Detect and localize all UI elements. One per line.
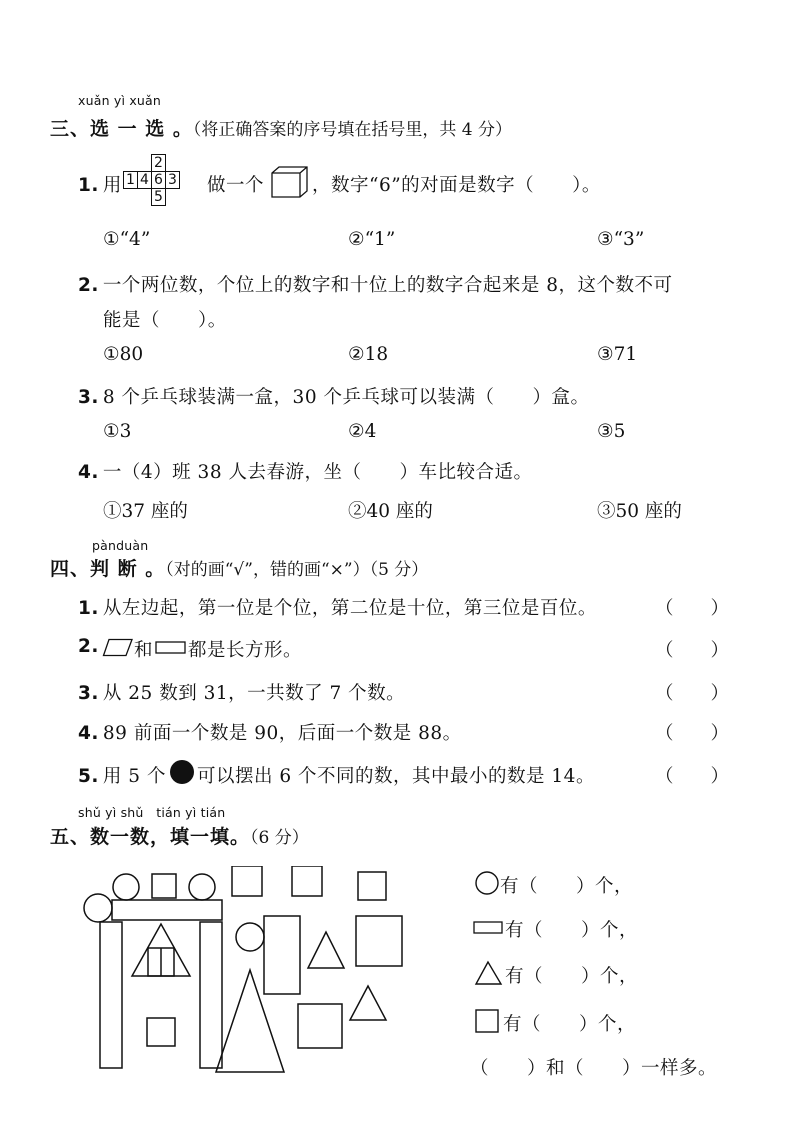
s4-q3-number: 3. <box>78 683 99 704</box>
fill-circle-count[interactable]: 有（ ）个， <box>500 876 634 897</box>
shape-square <box>358 872 386 900</box>
fill-equal-and: 和 <box>546 1058 566 1079</box>
cube-icon <box>270 165 310 199</box>
shape-circle <box>113 874 139 900</box>
s3-q2-option-b: ②18 <box>348 344 389 365</box>
s4-q2-and: 和 <box>134 640 154 661</box>
circle-icon <box>474 870 500 896</box>
fill-equal-blank-2[interactable]: （ ） <box>565 1058 642 1079</box>
s4-q3-text: 从 25 数到 31，一共数了 7 个数。 <box>102 683 406 704</box>
s3-q4-option-c: ③50 座的 <box>597 501 682 522</box>
s3-q1-post: ，数字“6”的对面是数字（ ）。 <box>312 175 601 196</box>
s4-q1-number: 1. <box>78 598 99 619</box>
s4-q4-answer-paren[interactable]: （ ） <box>655 723 730 744</box>
s3-q3 <box>78 383 589 409</box>
s4-q4 <box>78 719 462 745</box>
fill-square-count[interactable]: 有（ ）个， <box>503 1014 637 1035</box>
section4-heading <box>50 554 428 581</box>
s3-q4-text: 一（4）班 38 人去春游，坐（ ）车比较合适。 <box>102 462 533 483</box>
parallelogram-icon <box>102 638 134 658</box>
shape-square <box>232 866 262 896</box>
shape-rectangle <box>200 922 222 1068</box>
filled-circle-icon <box>169 759 195 785</box>
section4-note: （对的画“√”，错的画“×”）（5 分） <box>165 560 429 580</box>
square-icon <box>474 1008 502 1034</box>
s4-q2-number: 2. <box>78 636 99 657</box>
rectangle-icon <box>473 920 505 936</box>
s4-q2 <box>78 636 103 657</box>
shape-triangle <box>216 970 284 1072</box>
s4-q5-text: 可以摆出 6 个不同的数，其中最小的数是 14。 <box>197 766 595 787</box>
net-cell: 3 <box>166 172 180 189</box>
fill-triangle-count[interactable]: 有（ ）个， <box>505 966 639 987</box>
section5-note: （6 分） <box>250 828 309 848</box>
s4-q1-text: 从左边起，第一位是个位，第二位是十位，第三位是百位。 <box>102 598 597 619</box>
s4-q4-number: 4. <box>78 723 99 744</box>
s3-q4-number: 4. <box>78 462 99 483</box>
triangle-icon <box>474 960 504 986</box>
shape-square <box>356 916 402 966</box>
section5-title: 五、数一数，填一填。 <box>50 826 251 848</box>
s3-q1-option-a: ①“4” <box>103 229 151 250</box>
fill-equal-line <box>470 1054 717 1080</box>
s4-q2-answer-paren[interactable]: （ ） <box>655 640 730 661</box>
shape-rectangle <box>112 900 222 920</box>
shape-circle <box>236 923 264 951</box>
section4-title: 四、判 断 。 <box>50 558 166 580</box>
s3-q3-option-c: ③5 <box>597 421 626 442</box>
s4-q5-answer-paren[interactable]: （ ） <box>655 766 730 787</box>
s4-q1-answer-paren[interactable]: （ ） <box>655 598 730 619</box>
s3-q4 <box>78 458 532 484</box>
s4-q5 <box>78 762 166 788</box>
s3-q1-option-b: ②“1” <box>348 229 396 250</box>
rectangle-icon <box>155 641 187 655</box>
net-cell-bottom: 5 <box>152 189 166 206</box>
shape-triangle <box>350 986 386 1020</box>
net-cell-top: 2 <box>152 155 166 172</box>
s3-q2-text2: 能是（ ）。 <box>103 310 227 331</box>
fill-rectangle-count[interactable]: 有（ ）个， <box>505 920 639 941</box>
s4-q5-pre: 用 5 个 <box>102 766 166 787</box>
s3-q1-option-c: ③“3” <box>597 229 645 250</box>
s3-q2-option-a: ①80 <box>103 344 144 365</box>
s3-q2-line1 <box>78 271 673 297</box>
section3-title: 三、选 一 选 。 <box>50 118 193 140</box>
s3-q2-option-c: ③71 <box>597 344 638 365</box>
fill-equal-end: 一样多。 <box>641 1058 718 1079</box>
s4-q5-number: 5. <box>78 766 99 787</box>
s3-q1-pre: 用 <box>102 175 122 196</box>
section5-pinyin: shǔ yì shǔ tián yì tián <box>78 805 226 820</box>
section4-pinyin: pànduàn <box>92 538 149 553</box>
s4-q4-text: 89 前面一个数是 90，后面一个数是 88。 <box>102 723 462 744</box>
s3-q1 <box>78 171 122 197</box>
fill-equal-blank-1[interactable]: （ ） <box>470 1058 547 1079</box>
shape-triangle <box>308 932 344 968</box>
section5-heading <box>50 822 309 849</box>
shapes-picture <box>78 866 428 1086</box>
s3-q4-option-a: ①37 座的 <box>103 501 188 522</box>
s3-q3-number: 3. <box>78 387 99 408</box>
net-cell: 6 <box>152 172 166 189</box>
net-cell: 4 <box>138 172 152 189</box>
s4-q2-text: 都是长方形。 <box>188 640 303 661</box>
s3-q1-mid: 做一个 <box>207 175 265 196</box>
s3-q3-option-a: ①3 <box>103 421 132 442</box>
section3-heading <box>50 114 512 141</box>
s4-q3-answer-paren[interactable]: （ ） <box>655 683 730 704</box>
s3-q2-text1: 一个两位数，个位上的数字和十位上的数字合起来是 8，这个数不可 <box>102 275 673 296</box>
shape-square <box>152 874 176 898</box>
s3-q4-option-b: ②40 座的 <box>348 501 433 522</box>
shape-circle <box>189 874 215 900</box>
shape-square <box>298 1004 342 1048</box>
s3-q1-number: 1. <box>78 175 99 196</box>
s3-q3-text: 8 个乒乓球装满一盒，30 个乒乓球可以装满（ ）盒。 <box>102 387 590 408</box>
section3-note: （将正确答案的序号填在括号里，共 4 分） <box>192 120 512 140</box>
s3-q3-option-b: ②4 <box>348 421 377 442</box>
s3-q2-number: 2. <box>78 275 99 296</box>
shape-square <box>292 866 322 896</box>
cube-net-diagram <box>123 154 180 206</box>
shape-rectangle <box>100 922 122 1068</box>
shape-square <box>147 1018 175 1046</box>
shape-circle <box>84 894 112 922</box>
s4-q1 <box>78 594 597 620</box>
section3-pinyin: xuǎn yì xuǎn <box>78 93 162 108</box>
net-cell: 1 <box>124 172 138 189</box>
shape-rectangle <box>264 916 300 994</box>
s4-q3 <box>78 679 405 705</box>
